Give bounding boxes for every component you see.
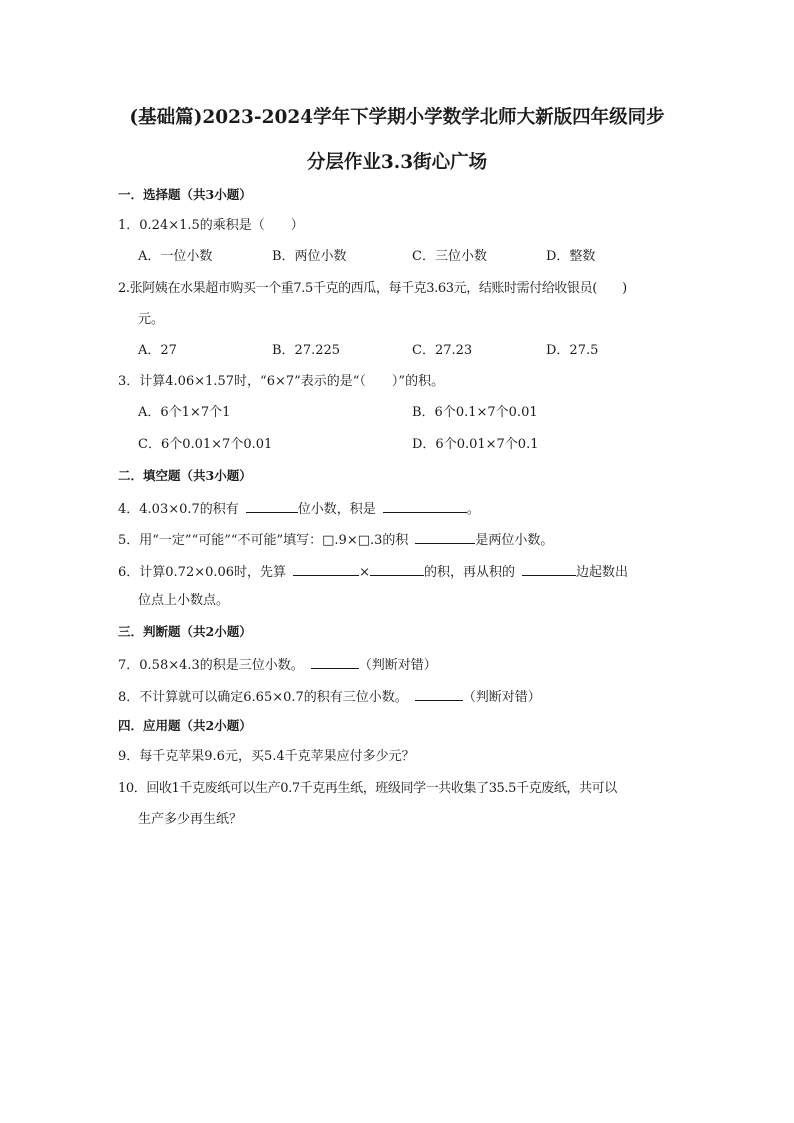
question-3-option-a: A．6个1×7个1 [138, 405, 231, 420]
question-8-text-pre: 8．不计算就可以确定6.65×0.7的积有三位小数。 [118, 690, 408, 705]
question-1-option-d: D．整数 [546, 249, 596, 264]
question-5-text-pre: 5．用“一定”“可能”“不可能”填写：□.9×□.3的积 [118, 533, 409, 548]
question-1-option-a: A．一位小数 [138, 249, 213, 264]
question-6-blank-2[interactable] [370, 562, 424, 576]
question-7-text-post: （判断对错） [358, 658, 437, 673]
question-5 [118, 530, 553, 549]
section-application-heading: 四．应用题（共2小题） [118, 718, 252, 733]
question-3-option-c: C．6个0.01×7个0.01 [138, 437, 273, 452]
question-2-option-c: C．27.23 [412, 343, 473, 358]
question-6-blank-1[interactable] [293, 562, 359, 576]
question-1-stem: 1．0.24×1.5的乘积是（ ） [118, 218, 304, 233]
question-4-text-mid: 位小数，积是 [297, 502, 376, 517]
question-6-text-pre: 6．计算0.72×0.06时，先算 [118, 565, 287, 580]
question-5-blank[interactable] [415, 530, 475, 544]
question-7-text-pre: 7．0.58×4.3的积是三位小数。 [118, 658, 304, 673]
question-2-option-a: A．27 [138, 343, 177, 358]
question-5-text-post: 是两位小数。 [475, 533, 554, 548]
question-6-blank-3[interactable] [522, 562, 576, 576]
question-4-text-pre: 4．4.03×0.7的积有 [118, 502, 239, 517]
question-3-option-d: D．6个0.01×7个0.1 [412, 437, 539, 452]
question-2-option-b: B．27.225 [272, 343, 341, 358]
question-4-text-post: 。 [466, 502, 480, 517]
question-7-blank[interactable] [311, 655, 359, 669]
section-choice-heading: 一．选择题（共3小题） [118, 187, 252, 202]
question-2-stem: 2.张阿姨在水果超市购买一个重7.5千克的西瓜，每千克3.63元，结账时需付给收银员( ) [118, 281, 627, 296]
question-2-stem-cont: 元。 [138, 312, 165, 327]
question-7 [118, 655, 437, 674]
question-8 [118, 687, 541, 706]
title-line-1: (基础篇)2023-2024学年下学期小学数学北师大新版四年级同步 [129, 107, 665, 128]
question-8-blank[interactable] [415, 687, 463, 701]
question-10-stem: 10．回收1千克废纸可以生产0.7千克再生纸，班级同学一共收集了35.5千克废纸，共可以 [118, 781, 617, 796]
question-1-option-b: B．两位小数 [272, 249, 347, 264]
question-6-text-post: 边起数出 [575, 565, 628, 580]
question-3-option-b: B．6个0.1×7个0.01 [412, 405, 538, 420]
question-10-stem-cont: 生产多少再生纸？ [138, 812, 243, 827]
question-4-blank-1[interactable] [246, 499, 298, 513]
question-8-text-post: （判断对错） [462, 690, 541, 705]
question-9-stem: 9．每千克苹果9.6元，买5.4千克苹果应付多少元？ [118, 749, 415, 764]
question-1-option-c: C．三位小数 [412, 249, 487, 264]
title-line-2: 分层作业3.3街心广场 [306, 152, 488, 173]
question-4-blank-2[interactable] [383, 499, 467, 513]
question-6-times: × [359, 565, 370, 580]
section-fill-heading: 二．填空题（共3小题） [118, 468, 252, 483]
question-4 [118, 499, 480, 518]
question-2-option-d: D．27.5 [546, 343, 599, 358]
question-3-stem: 3．计算4.06×1.57时，“6×7”表示的是“（ ）”的积。 [118, 374, 445, 389]
section-judge-heading: 三．判断题（共2小题） [118, 624, 252, 639]
question-6-text-mid: 的积，再从积的 [423, 565, 515, 580]
question-6 [118, 562, 628, 581]
question-6-line-2: 位点上小数点。 [138, 593, 230, 608]
